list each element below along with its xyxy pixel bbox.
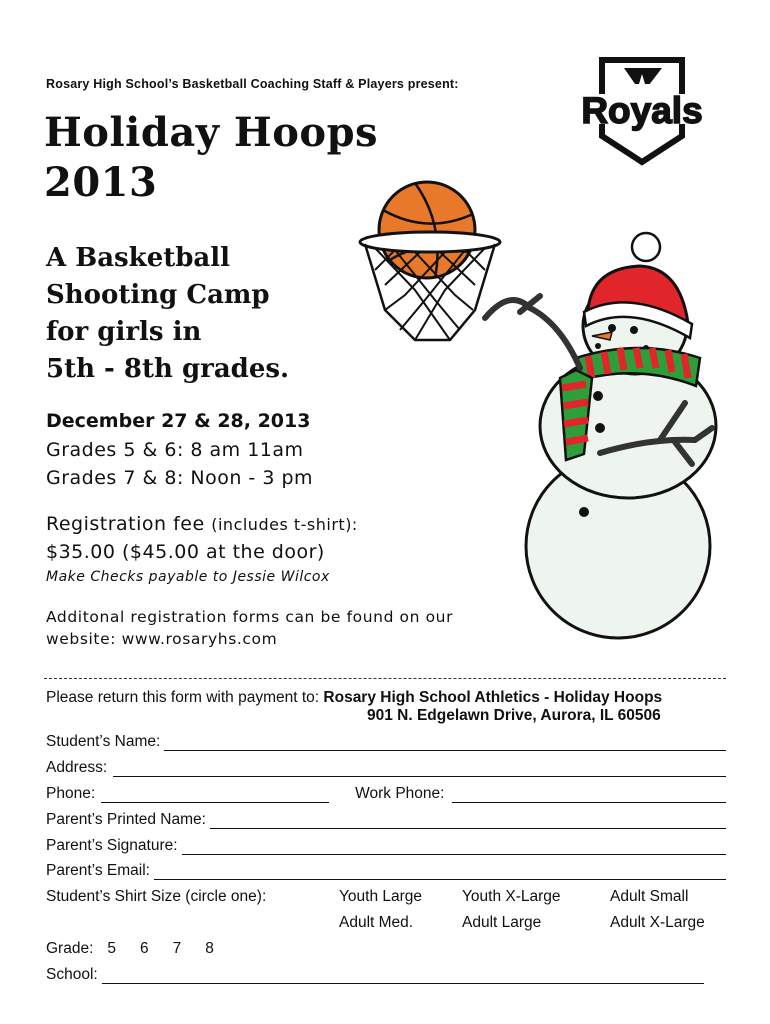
parent-signature-label: Parent’s Signature:	[46, 837, 178, 854]
registration-fee-heading	[46, 513, 358, 535]
reg-note: (includes t-shirt):	[211, 515, 358, 534]
title-line-1: Holiday Hoops	[44, 109, 379, 156]
address-label: Address:	[46, 759, 108, 776]
return-instructions	[46, 689, 662, 707]
student-name-field[interactable]	[164, 736, 726, 751]
shirt-option-adult-x-large[interactable]: Adult X-Large	[610, 914, 705, 931]
parent-printed-field[interactable]	[210, 814, 726, 829]
work-phone-field[interactable]	[452, 788, 726, 803]
work-phone-label: Work Phone:	[355, 785, 445, 802]
shirt-size-label: Student’s Shirt Size (circle one):	[46, 888, 267, 905]
parent-printed-label: Parent’s Printed Name:	[46, 811, 206, 828]
phone-field[interactable]	[101, 788, 329, 803]
subtitle-line: for girls in	[46, 317, 202, 347]
camp-subtitle	[46, 240, 289, 388]
address-field[interactable]	[113, 762, 726, 777]
additional-forms-line-1: Additonal registration forms can be found on our	[46, 608, 454, 626]
additional-forms-line-2: website: www.rosaryhs.com	[46, 630, 278, 648]
grade-option-7[interactable]: 7	[172, 940, 182, 957]
shirt-option-adult-small[interactable]: Adult Small	[610, 888, 689, 905]
shirt-option-adult-med[interactable]: Adult Med.	[339, 914, 414, 931]
royals-shield-logo-icon	[558, 56, 728, 166]
return-to: Rosary High School Athletics - Holiday Hoops	[323, 689, 663, 706]
parent-printed-row	[46, 811, 726, 829]
grade-option-8[interactable]: 8	[205, 940, 214, 957]
school-label: School:	[46, 966, 98, 983]
return-address: 901 N. Edgelawn Drive, Aurora, IL 60506	[367, 707, 661, 724]
logo-text: Royals	[581, 90, 703, 131]
student-name-row	[46, 733, 726, 751]
shirt-option-youth-large[interactable]: Youth Large	[339, 888, 423, 905]
grade-option-5[interactable]: 5	[107, 940, 117, 957]
school-field[interactable]	[102, 969, 704, 984]
title-line-2: 2013	[44, 159, 158, 206]
phone-label: Phone:	[46, 785, 96, 802]
shirt-option-youth-x-large[interactable]: Youth X-Large	[462, 888, 561, 905]
parent-signature-row	[46, 837, 726, 855]
address-row	[46, 759, 726, 777]
subtitle-line: 5th - 8th grades.	[46, 354, 290, 384]
checks-payable: Make Checks payable to Jessie Wilcox	[46, 569, 330, 585]
return-prefix: Please return this form with payment to:	[46, 689, 320, 706]
grades-5-6-time: Grades 5 & 6: 8 am 11am	[46, 439, 304, 461]
subtitle-line: Shooting Camp	[46, 280, 270, 310]
grades-7-8-time: Grades 7 & 8: Noon - 3 pm	[46, 467, 314, 489]
grade-option-6[interactable]: 6	[140, 940, 149, 957]
cut-line-divider	[44, 678, 726, 679]
page-title	[44, 108, 378, 208]
grade-label: Grade:	[46, 940, 94, 957]
shirt-option-adult-large[interactable]: Adult Large	[462, 914, 542, 931]
camp-date: December 27 & 28, 2013	[46, 410, 311, 432]
presenter-line: Rosary High School’s Basketball Coaching Staff & Players present:	[46, 77, 459, 91]
student-name-label: Student’s Name:	[46, 733, 161, 750]
snowman-icon	[480, 228, 725, 648]
parent-email-row	[46, 862, 726, 880]
phone-row	[46, 785, 726, 803]
parent-email-label: Parent’s Email:	[46, 862, 150, 879]
fee-amount: $35.00 ($45.00 at the door)	[46, 541, 325, 563]
subtitle-line: A Basketball	[46, 243, 231, 273]
parent-signature-field[interactable]	[182, 840, 726, 855]
reg-label: Registration fee	[46, 513, 205, 535]
school-row	[46, 966, 704, 984]
parent-email-field[interactable]	[154, 865, 726, 880]
grade-row	[46, 940, 214, 958]
